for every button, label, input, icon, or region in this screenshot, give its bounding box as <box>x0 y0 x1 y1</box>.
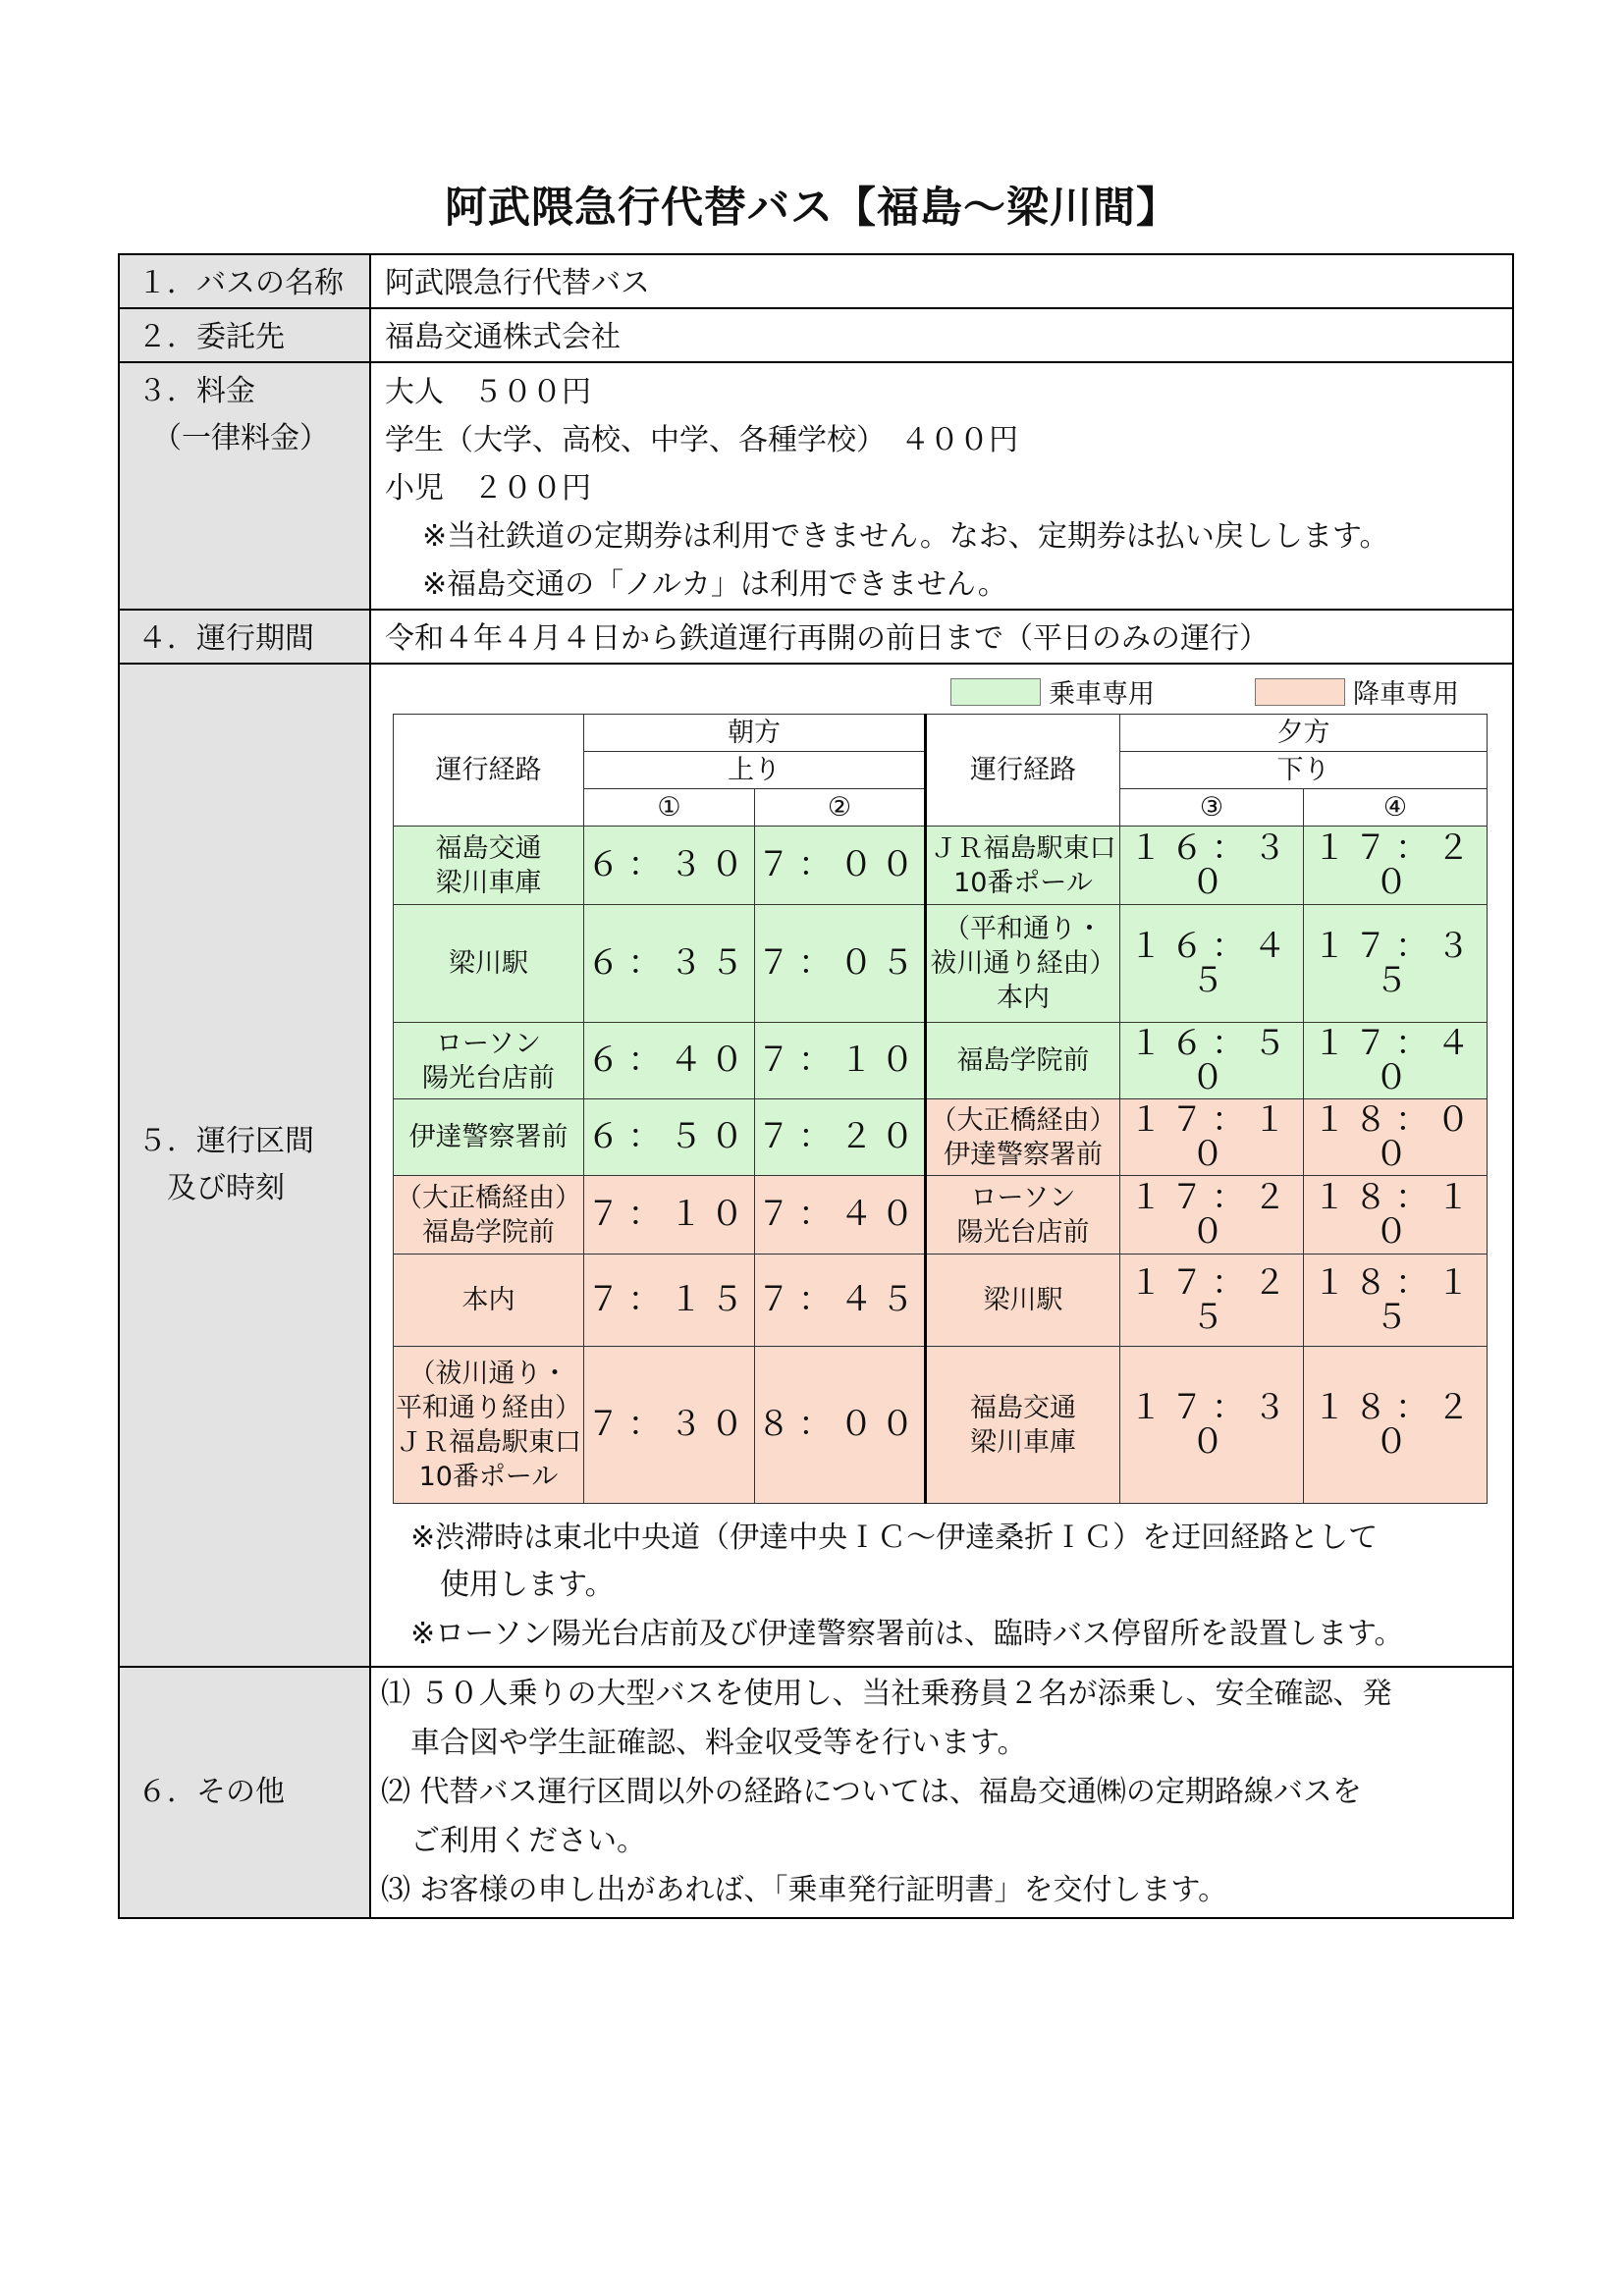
timetable-row <box>394 1023 1488 1099</box>
label-period: ４．運行期間 <box>137 621 314 656</box>
timetable-row <box>394 905 1488 1023</box>
timetable-row <box>394 1176 1488 1255</box>
page-title: 阿武隈急行代替バス【福島～梁川間】 <box>445 184 1179 233</box>
schedule-note-detour: ※渋滞時は東北中央道（伊達中央ＩＣ～伊達桑折ＩＣ）を迂回経路として <box>410 1521 1379 1555</box>
run-4-header: ④ <box>1304 789 1488 827</box>
label-bus-name: １．バスの名称 <box>137 266 344 300</box>
run-2-header: ② <box>755 789 926 827</box>
run-4-time: １７：３５ <box>1304 905 1488 1023</box>
run-3-header: ③ <box>1120 789 1304 827</box>
row-fare <box>119 362 1513 610</box>
down-stop-name: 福島交通 梁川車庫 <box>926 1347 1120 1504</box>
timetable-row <box>394 827 1488 905</box>
run-2-time: ７：４０ <box>755 1176 926 1255</box>
morning-header: 朝方 <box>584 715 926 752</box>
row-period <box>119 610 1513 664</box>
run-1-time: ７：１０ <box>584 1176 755 1255</box>
row-schedule <box>119 664 1513 1667</box>
timetable <box>393 714 1488 1504</box>
route-header-down: 運行経路 <box>926 715 1120 827</box>
schedule-note-temporary-stops: ※ローソン陽光台店前及び伊達警察署前は、臨時バス停留所を設置します。 <box>410 1617 1404 1651</box>
run-4-time: １７：４０ <box>1304 1023 1488 1099</box>
info-table <box>118 253 1514 1919</box>
legend-alighting-label: 降車専用 <box>1353 679 1459 710</box>
row-bus-name <box>119 254 1513 308</box>
run-3-time: １６：３０ <box>1120 827 1304 905</box>
fare-child: 小児 ２００円 <box>385 471 591 506</box>
down-stop-name: 梁川駅 <box>926 1255 1120 1347</box>
other-line-1: ⑴ ５０人乗りの大型バスを使用し、当社乗務員２名が添乗し、安全確認、発 <box>381 1677 1392 1711</box>
legend-boarding-swatch <box>950 678 1041 706</box>
schedule-area <box>371 665 1516 1666</box>
timetable-row <box>394 1347 1488 1504</box>
label-contractor: ２．委託先 <box>137 320 285 354</box>
up-stop-name: 伊達警察署前 <box>394 1099 584 1176</box>
down-stop-name: （平和通り・ 祓川通り経由） 本内 <box>926 905 1120 1023</box>
timetable-row <box>394 1255 1488 1347</box>
up-stop-name: （大正橋経由） 福島学院前 <box>394 1176 584 1255</box>
label-other: ６．その他 <box>137 1775 285 1809</box>
up-stop-name: （祓川通り・ 平和通り経由） ＪＲ福島駅東口 10番ポール <box>394 1347 584 1504</box>
run-3-time: １７：１０ <box>1120 1099 1304 1176</box>
run-1-time: ６：５０ <box>584 1099 755 1176</box>
down-stop-name: ローソン 陽光台店前 <box>926 1176 1120 1255</box>
run-4-time: １８：１０ <box>1304 1176 1488 1255</box>
run-1-time: ６：４０ <box>584 1023 755 1099</box>
down-stop-name: 福島学院前 <box>926 1023 1120 1099</box>
run-3-time: １６：４５ <box>1120 905 1304 1023</box>
value-bus-name: 阿武隈急行代替バス <box>385 266 650 300</box>
fare-student: 学生（大学、高校、中学、各種学校） ４００円 <box>385 423 1018 457</box>
run-2-time: ８：００ <box>755 1347 926 1504</box>
fare-adult: 大人 ５００円 <box>385 375 591 409</box>
other-line-2: 車合図や学生証確認、料金収受等を行います。 <box>381 1726 1027 1760</box>
value-contractor: 福島交通株式会社 <box>385 320 621 354</box>
legend-boarding-label: 乗車専用 <box>1049 679 1155 710</box>
label-fare: ３．料金 （一律料金） <box>137 374 329 455</box>
row-contractor <box>119 308 1513 362</box>
run-1-header: ① <box>584 789 755 827</box>
run-3-time: １７：２５ <box>1120 1255 1304 1347</box>
run-4-time: １８：００ <box>1304 1099 1488 1176</box>
run-4-time: １７：２０ <box>1304 827 1488 905</box>
down-stop-name: ＪＲ福島駅東口 10番ポール <box>926 827 1120 905</box>
fare-note-noruca: ※福島交通の「ノルカ」は利用できません。 <box>422 567 1007 602</box>
fare-note-pass: ※当社鉄道の定期券は利用できません。なお、定期券は払い戻しします。 <box>422 519 1389 554</box>
other-line-5: ⑶ お客様の申し出があれば、「乗車発行証明書」を交付します。 <box>381 1873 1228 1907</box>
up-stop-name: 福島交通 梁川車庫 <box>394 827 584 905</box>
run-2-time: ７：００ <box>755 827 926 905</box>
down-stop-name: （大正橋経由） 伊達警察署前 <box>926 1099 1120 1176</box>
run-4-time: １８：１５ <box>1304 1255 1488 1347</box>
run-3-time: １７：２０ <box>1120 1176 1304 1255</box>
up-direction-header: 上り <box>584 752 926 789</box>
row-other <box>119 1667 1513 1918</box>
up-stop-name: 本内 <box>394 1255 584 1347</box>
legend-alighting-swatch <box>1255 678 1345 706</box>
run-4-time: １８：２０ <box>1304 1347 1488 1504</box>
route-header-up: 運行経路 <box>394 715 584 827</box>
down-direction-header: 下り <box>1120 752 1488 789</box>
run-2-time: ７：４５ <box>755 1255 926 1347</box>
other-line-3: ⑵ 代替バス運行区間以外の経路については、福島交通㈱の定期路線バスを <box>381 1775 1362 1809</box>
run-1-time: ６：３０ <box>584 827 755 905</box>
timetable-row <box>394 1099 1488 1176</box>
run-3-time: １７：３０ <box>1120 1347 1304 1504</box>
other-line-4: ご利用ください。 <box>381 1824 646 1858</box>
up-stop-name: 梁川駅 <box>394 905 584 1023</box>
label-schedule: ５．運行区間 及び時刻 <box>137 1124 314 1205</box>
evening-header: 夕方 <box>1120 715 1488 752</box>
up-stop-name: ローソン 陽光台店前 <box>394 1023 584 1099</box>
run-1-time: ６：３５ <box>584 905 755 1023</box>
schedule-note-detour-cont: 使用します。 <box>410 1568 615 1602</box>
run-2-time: ７：２０ <box>755 1099 926 1176</box>
run-1-time: ７：１５ <box>584 1255 755 1347</box>
run-1-time: ７：３０ <box>584 1347 755 1504</box>
run-2-time: ７：１０ <box>755 1023 926 1099</box>
value-period: 令和４年４月４日から鉄道運行再開の前日まで（平日のみの運行） <box>385 621 1269 656</box>
run-2-time: ７：０５ <box>755 905 926 1023</box>
run-3-time: １６：５０ <box>1120 1023 1304 1099</box>
